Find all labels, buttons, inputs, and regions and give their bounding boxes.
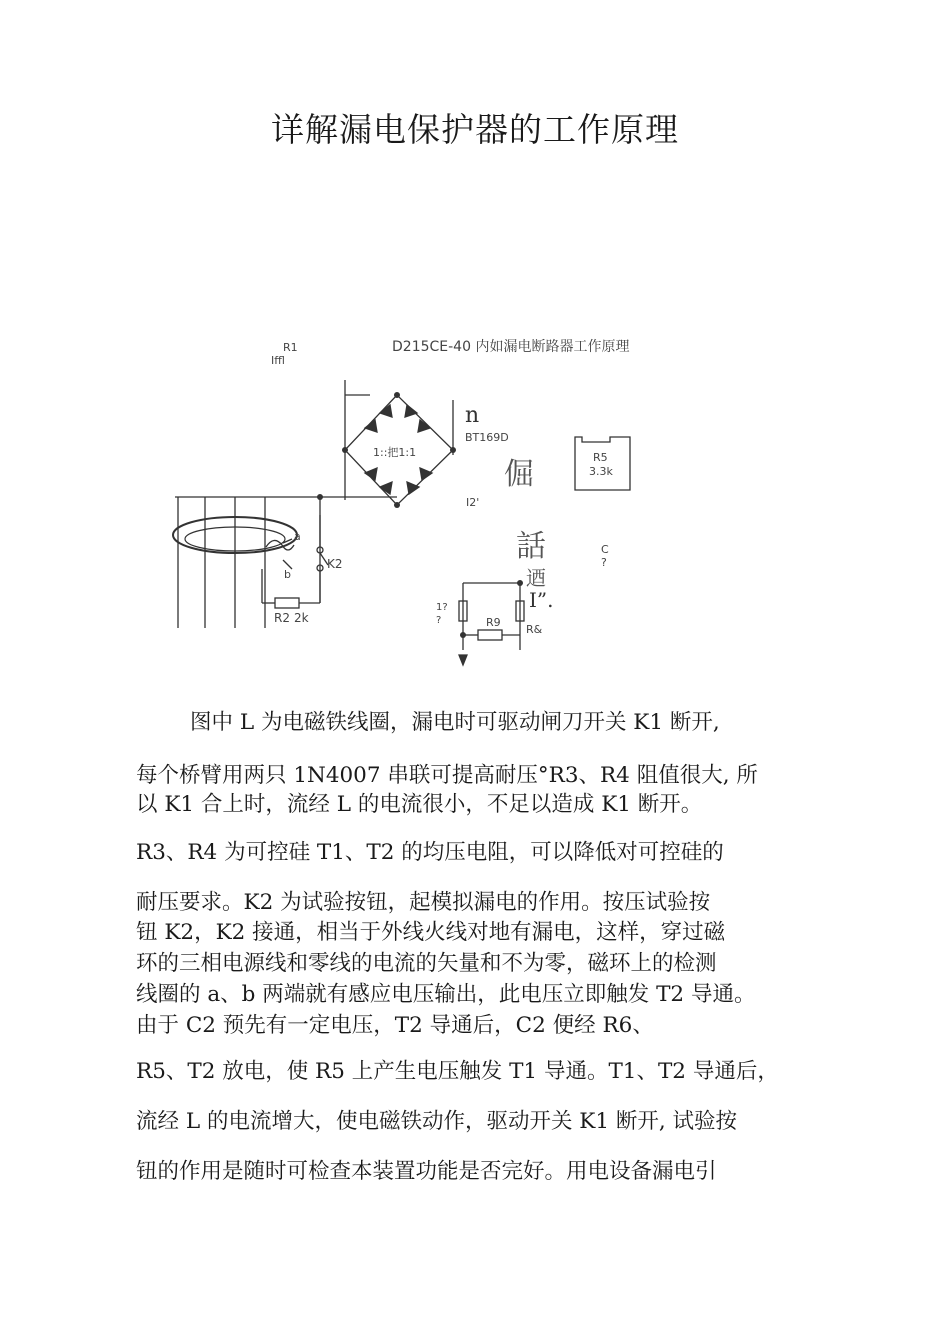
- body-line-3: 以 K1 合上时，流经 L 的电流很小，不足以造成 K1 断开。: [136, 792, 703, 817]
- label-n: n: [465, 403, 480, 428]
- label-r5-value: 3.3k: [589, 465, 613, 478]
- document-title: 详解漏电保护器的工作原理: [271, 110, 679, 149]
- label-char-2: 話: [516, 529, 546, 564]
- body-line-5: 耐压要求。K2 为试验按钮，起模拟漏电的作用。按压试验按: [136, 890, 711, 915]
- body-line-1: 图中 L 为电磁铁线圈，漏电时可驱动闸刀开关 K1 断开,: [190, 710, 720, 735]
- label-char-1: 倔: [504, 457, 534, 492]
- body-line-4: R3、R4 为可控硅 T1、T2 的均压电阻，可以降低对可控硅的: [136, 840, 724, 865]
- label-one: 1?: [436, 602, 448, 613]
- label-r2-value: 2k: [294, 611, 309, 625]
- label-c-q: ?: [601, 556, 607, 569]
- body-line-12: 钮的作用是随时可检查本装置功能是否完好。用电设备漏电引: [136, 1159, 717, 1184]
- body-line-11: 流经 L 的电流增大，使电磁铁动作，驱动开关 K1 断开, 试验按: [136, 1109, 738, 1134]
- label-r1: R1: [283, 341, 298, 354]
- label-bridge: 1::把1:1: [373, 446, 417, 459]
- label-seven: ?: [436, 615, 442, 626]
- body-line-2: 每个桥臂用两只 1N4007 串联可提高耐压°R3、R4 阻值很大, 所: [136, 763, 758, 788]
- label-b: b: [284, 568, 291, 581]
- label-r9: R9: [486, 616, 501, 629]
- figure-caption: D215CE-40 内如漏电断路器工作原理: [392, 339, 630, 355]
- label-c: C: [601, 543, 609, 556]
- label-k2: K2: [327, 557, 343, 571]
- circuit-schematic: [170, 325, 660, 670]
- label-r5: R5: [593, 451, 608, 464]
- label-r2: R2: [274, 611, 290, 625]
- body-line-10: R5、T2 放电，使 R5 上产生电压触发 T1 导通。T1、T2 导通后，: [136, 1059, 779, 1084]
- label-a: a: [294, 530, 301, 543]
- label-char-3: 迺: [526, 566, 546, 590]
- circuit-diagram: [170, 325, 660, 670]
- body-line-6: 钮 K2，K2 接通，相当于外线火线对地有漏电，这样，穿过磁: [136, 920, 726, 945]
- label-iffl: Iffl: [271, 354, 285, 367]
- body-line-8: 线圈的 a、b 两端就有感应电压输出，此电压立即触发 T2 导通。: [136, 982, 756, 1007]
- label-quote: I”.: [529, 588, 554, 612]
- body-line-7: 环的三相电源线和零线的电流的矢量和不为零，磁环上的检测: [136, 951, 717, 976]
- label-ramp: R&: [526, 623, 543, 636]
- label-i2: I2': [466, 496, 480, 509]
- label-bt169d: BT169D: [465, 431, 509, 444]
- body-line-9: 由于 C2 预先有一定电压，T2 导通后，C2 便经 R6、: [136, 1013, 654, 1038]
